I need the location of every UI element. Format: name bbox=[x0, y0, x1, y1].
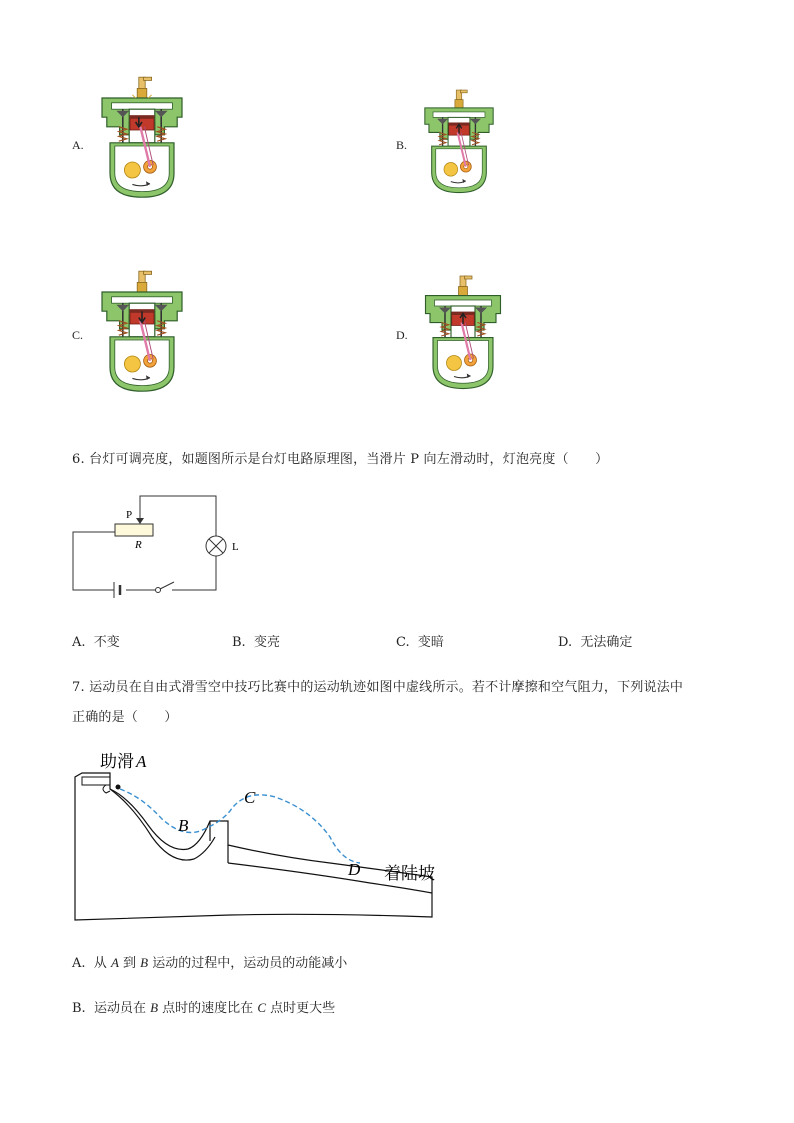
q7-option-b[interactable] bbox=[72, 997, 335, 1016]
q6-option-d-text: 无法确定 bbox=[580, 635, 633, 650]
engine-diagram-a bbox=[94, 62, 190, 214]
q6-option-c[interactable] bbox=[396, 631, 444, 650]
q6-option-b-text: 变亮 bbox=[253, 635, 280, 650]
q6-option-c-letter: C. bbox=[396, 635, 410, 650]
q6-option-c-text: 变暗 bbox=[417, 635, 444, 650]
resistor-label: R bbox=[135, 539, 142, 551]
q7-stem-line1: 7. 运动员在自由式滑雪空中技巧比赛中的运动轨迹如图中虚线所示。若不计摩擦和空气阻力，下列说法中 bbox=[72, 680, 684, 695]
q6-option-d-letter: D. bbox=[558, 635, 573, 650]
q7-stem-line2: 正确的是（ ） bbox=[72, 710, 178, 725]
q7-option-b-pre: 运动员在 bbox=[93, 1001, 151, 1016]
lamp-label: L bbox=[232, 541, 239, 553]
start-label: 助滑 bbox=[100, 752, 134, 771]
q5-option-d-letter: D. bbox=[396, 328, 408, 342]
q6-stem: 6. 台灯可调亮度，如题图所示是台灯电路原理图，当滑片 P 向左滑动时，灯泡亮度（ ） bbox=[72, 452, 609, 467]
q6-option-a-letter: A. bbox=[72, 635, 86, 650]
q7-option-a-point2: B bbox=[140, 955, 149, 970]
q6-option-d[interactable] bbox=[558, 631, 632, 650]
q6-option-b-letter: B. bbox=[232, 635, 246, 650]
q6-option-b[interactable] bbox=[232, 631, 280, 650]
q7-option-a[interactable] bbox=[72, 952, 347, 971]
q5-option-a-letter: A. bbox=[72, 138, 84, 152]
q7-option-a-pre: 从 bbox=[93, 956, 111, 971]
q7-option-b-point1: B bbox=[150, 1000, 159, 1015]
circuit-diagram bbox=[70, 492, 250, 602]
q5-option-c-letter: C. bbox=[72, 328, 84, 342]
q7-option-a-mid: 到 bbox=[118, 956, 141, 971]
q7-option-a-letter: A. bbox=[72, 956, 86, 971]
ski-slope-diagram bbox=[70, 745, 445, 925]
engine-diagram-c bbox=[94, 252, 190, 412]
landing-slope-label: 着陆坡 bbox=[384, 864, 435, 883]
point-b-label: B bbox=[178, 816, 189, 835]
q7-option-b-point2: C bbox=[257, 1000, 266, 1015]
engine-diagram-d bbox=[418, 258, 508, 408]
point-c-label: C bbox=[244, 788, 256, 807]
engine-diagram-b bbox=[418, 72, 500, 212]
q7-option-a-point1: A bbox=[110, 955, 119, 970]
point-a-label: A bbox=[136, 752, 147, 771]
q7-option-a-post: 运动的过程中，运动员的动能减小 bbox=[148, 956, 348, 971]
point-d-label: D bbox=[348, 860, 361, 879]
q6-option-a[interactable] bbox=[72, 631, 120, 650]
slider-label: P bbox=[126, 509, 133, 521]
q7-option-b-letter: B. bbox=[72, 1001, 86, 1016]
q7-option-b-mid: 点时的速度比在 bbox=[158, 1001, 258, 1016]
q7-option-b-post: 点时更大些 bbox=[265, 1001, 336, 1016]
q5-option-b-letter: B. bbox=[396, 138, 408, 152]
q6-option-a-text: 不变 bbox=[93, 635, 120, 650]
